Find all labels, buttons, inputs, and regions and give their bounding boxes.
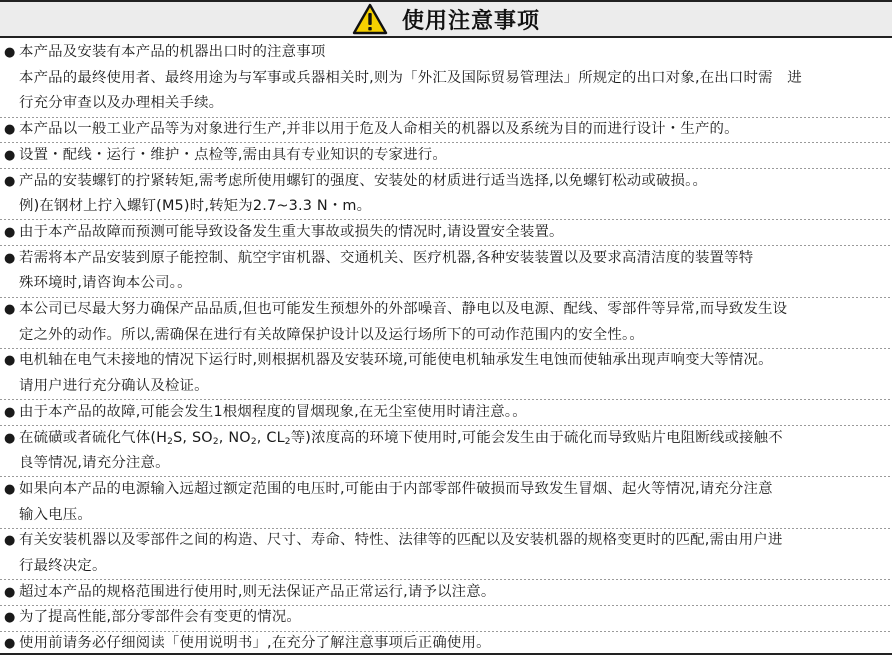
notice-text: 由于本产品故障而预测可能导致设备发生重大事故或损失的情况时,请设置安全装置。	[19, 223, 564, 240]
notice-line	[4, 477, 773, 502]
notice-line	[4, 117, 739, 142]
notice-text: 本公司已尽最大努力确保产品品质,但也可能发生预想外的外部噪音、静电以及电源、配线、零部件等异常,而导致发生设	[19, 301, 788, 317]
notice-item	[4, 117, 890, 143]
bullet-icon: ●	[4, 533, 16, 549]
notice-text: 使用前请务必仔细阅读「使用说明书」,在充分了解注意事项后正确使用。	[19, 635, 491, 652]
notice-item	[4, 40, 890, 117]
page-title: 使用注意事项	[401, 8, 540, 34]
warning-triangle-icon	[352, 3, 388, 35]
bullet-icon: ●	[4, 147, 16, 163]
notice-text: 定之外的动作。所以,需确保在进行有关故障保护设计以及运行场所下的可动作范围内的安全性。。	[19, 326, 644, 343]
bullet-icon: ●	[4, 302, 16, 317]
notice-text: 行最终决定。	[19, 557, 107, 574]
notice-text: 电机轴在电气未接地的情况下运行时,则根据机器及安装环境,可能使电机轴承发生电蚀而使轴承出现声响变大等情况。	[19, 352, 773, 369]
notice-text: 设置・配线・运行・维护・点检等,需由具有专业知识的专家进行。	[19, 146, 447, 163]
notice-line	[4, 580, 495, 605]
notice-text: 由于本产品的故障,可能会发生1根烟程度的冒烟现象,在无尘室使用时请注意。。	[19, 403, 527, 420]
notice-line	[4, 426, 783, 451]
notice-line	[19, 503, 92, 528]
subscript: 2	[212, 436, 219, 447]
notice-line	[19, 374, 209, 399]
notice-text: 殊环境时,请咨询本公司。。	[19, 275, 192, 292]
notice-line	[4, 40, 325, 65]
notice-line	[4, 143, 447, 168]
notice-line	[4, 605, 301, 630]
notice-item	[4, 631, 890, 657]
notice-list	[0, 38, 892, 655]
notice-line	[4, 631, 491, 656]
notice-item	[4, 143, 890, 169]
notice-line	[19, 66, 802, 91]
notice-line	[4, 400, 527, 425]
notice-text: 为了提高性能,部分零部件会有变更的情况。	[19, 609, 301, 626]
notice-line	[4, 348, 773, 373]
notice-item	[4, 297, 890, 348]
notice-text: , CL	[256, 429, 285, 446]
notice-text: 良等情况,请充分注意。	[19, 455, 170, 472]
notice-text: 本产品的最终使用者、最终用途为与军事或兵器相关时,则为「外汇及国际贸易管理法」所规定的出口对象,在出口时需 进	[19, 69, 802, 86]
bullet-icon: ●	[4, 481, 16, 497]
notice-line	[4, 528, 783, 553]
notice-line	[4, 246, 753, 271]
notice-item	[4, 348, 890, 399]
notice-text: 有关安装机器以及零部件之间的构造、尺寸、寿命、特性、法律等的匹配以及安装机器的规格变更时的匹配,需由用户进	[19, 532, 783, 549]
notice-line	[19, 194, 371, 219]
notice-text: 产品的安装螺钉的拧紧转矩,需考虑所使用螺钉的强度、安装处的材质进行适当选择,以免螺钉松动或破损。。	[19, 172, 708, 189]
notice-text: 超过本产品的规格范围进行使用时,则无法保证产品正常运行,请予以注意。	[19, 583, 496, 600]
bullet-icon: ●	[4, 250, 16, 266]
notice-line	[4, 169, 707, 194]
notice-item	[4, 400, 890, 426]
bullet-icon: ●	[4, 45, 16, 60]
notice-item	[4, 528, 890, 579]
subscript: 2	[167, 436, 174, 447]
notice-text: , NO	[218, 429, 251, 446]
notice-line	[4, 297, 787, 322]
notice-text: 请用户进行充分确认及检证。	[19, 378, 209, 395]
notice-item	[4, 246, 890, 297]
bullet-icon: ●	[4, 173, 16, 189]
notice-item	[4, 605, 890, 631]
notice-line	[19, 271, 192, 296]
bullet-icon: ●	[4, 636, 16, 652]
notice-item	[4, 426, 890, 477]
bullet-icon: ●	[4, 610, 16, 626]
bullet-icon: ●	[4, 353, 16, 369]
notice-line	[19, 554, 107, 579]
bullet-icon: ●	[4, 584, 16, 600]
subscript: 2	[284, 436, 291, 447]
notice-header	[0, 0, 892, 38]
notice-text: 输入电压。	[19, 506, 92, 523]
bullet-icon: ●	[4, 404, 16, 420]
notice-text: 例)在钢材上拧入螺钉(M5)时,转矩为2.7~3.3 N・m。	[19, 198, 372, 215]
notice-text: 本产品及安装有本产品的机器出口时的注意事项	[19, 44, 326, 60]
notice-text: 等)浓度高的环境下使用时,可能会发生由于硫化而导致贴片电阻断线或接触不	[290, 429, 783, 446]
notice-line	[19, 91, 223, 116]
subscript: 2	[250, 436, 257, 447]
bullet-icon: ●	[4, 122, 16, 138]
notice-text: 本产品以一般工业产品等为对象进行生产,并非以用于危及人命相关的机器以及系统为目的而进行设计・生产的。	[19, 121, 739, 138]
notice-text: S, SO	[173, 429, 213, 446]
notice-text: 行充分审查以及办理相关手续。	[19, 95, 224, 112]
notice-text: 若需将本产品安装到原子能控制、航空宇宙机器、交通机关、医疗机器,各种安装装置以及要求高清洁度的装置等特	[19, 249, 754, 266]
notice-text: 在硫磺或者硫化气体(H	[19, 429, 168, 446]
notice-item	[4, 169, 890, 220]
bullet-icon: ●	[4, 430, 16, 446]
notice-line	[19, 451, 170, 476]
bullet-icon: ●	[4, 224, 16, 240]
notice-item	[4, 220, 890, 246]
notice-text: 如果向本产品的电源输入远超过额定范围的电压时,可能由于内部零部件破损而导致发生冒烟、起火等情况,请充分注意	[19, 480, 773, 497]
notice-item	[4, 477, 890, 528]
notice-line	[4, 220, 564, 245]
notice-item	[4, 580, 890, 606]
notice-line	[19, 323, 644, 348]
